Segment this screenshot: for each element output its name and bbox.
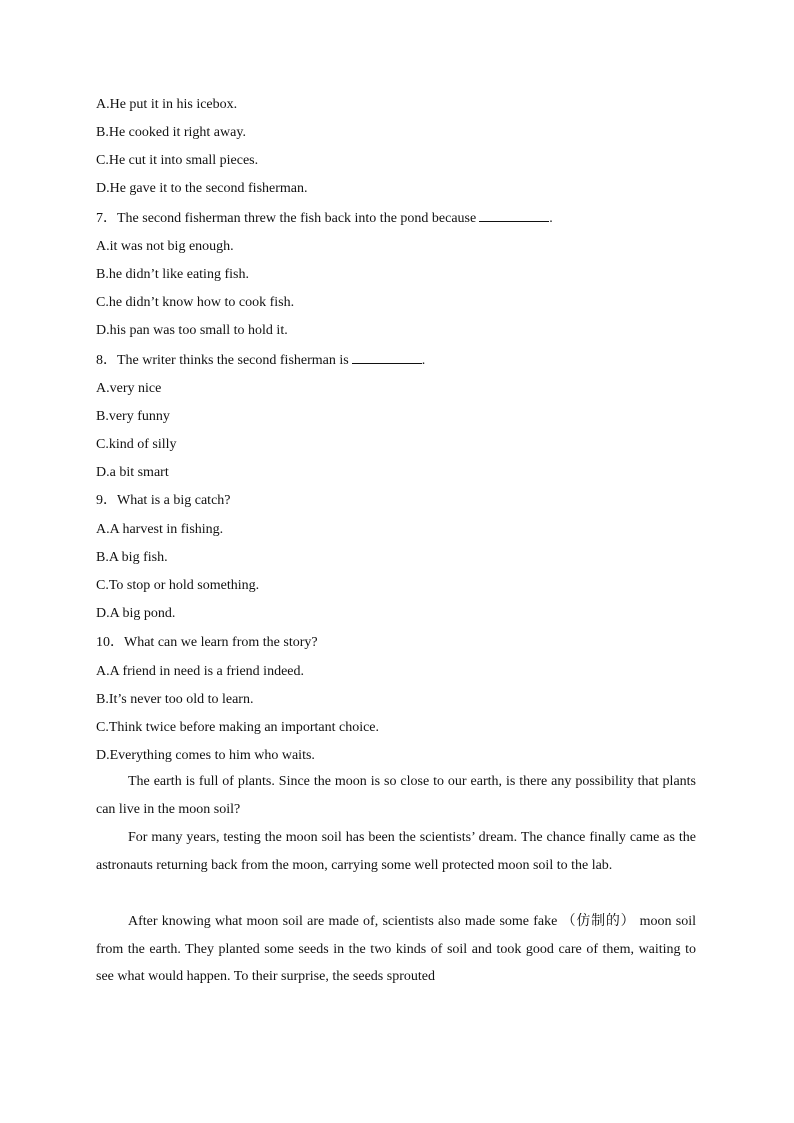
q9-option-b: B.A big fish. bbox=[96, 550, 168, 565]
q9-stem: 9．What is a big catch? bbox=[96, 493, 231, 508]
q7-option-d: D.his pan was too small to hold it. bbox=[96, 323, 288, 338]
q10-option-b: B.It’s never too old to learn. bbox=[96, 692, 254, 707]
q9-option-a: A.A harvest in fishing. bbox=[96, 522, 224, 537]
passage-paragraph-1 bbox=[96, 768, 696, 823]
q6-option-c: C.He cut it into small pieces. bbox=[96, 153, 259, 168]
q7-option-c: C.he didn’t know how to cook fish. bbox=[96, 295, 295, 310]
q8-option-d: D.a bit smart bbox=[96, 465, 169, 480]
passage-paragraph-2-text: For many years, testing the moon soil has been the scientists’ dream. The chance finally came as the astronauts returning back from the moon, carrying some well protected moon soil to the lab. bbox=[96, 830, 696, 873]
q8-stem bbox=[96, 351, 425, 370]
q10-option-a: A.A friend in need is a friend indeed. bbox=[96, 664, 304, 679]
q6-option-b: B.He cooked it right away. bbox=[96, 125, 246, 140]
q7-option-a: A.it was not big enough. bbox=[96, 239, 234, 254]
q8-option-c: C.kind of silly bbox=[96, 437, 177, 452]
passage-paragraph-2 bbox=[96, 824, 696, 879]
q6-option-a: A.He put it in his icebox. bbox=[96, 97, 238, 112]
passage-paragraph-1-text: The earth is full of plants. Since the moon is so close to our earth, is there any possibility that plants can live in the moon soil? bbox=[96, 774, 696, 817]
q7-stem bbox=[96, 209, 553, 228]
q8-option-b: B.very funny bbox=[96, 409, 170, 424]
q7-answer-blank bbox=[479, 209, 549, 222]
passage-paragraph-3-text: After knowing what moon soil are made of, scientists also made some fake （仿制的） moon soil from the earth. They planted some seeds in the two kinds of soil and took good care of them, waiting to see what would happen. To their surprise, the seeds sprouted bbox=[96, 914, 696, 984]
q6-option-d: D.He gave it to the second fisherman. bbox=[96, 181, 308, 196]
q9-option-c: C.To stop or hold something. bbox=[96, 578, 260, 593]
q8-stem-end: . bbox=[421, 353, 426, 368]
q7-option-b: B.he didn’t like eating fish. bbox=[96, 267, 249, 282]
q10-option-d: D.Everything comes to him who waits. bbox=[96, 748, 315, 763]
q8-option-a: A.very nice bbox=[96, 381, 162, 396]
q10-stem: 10．What can we learn from the story? bbox=[96, 635, 318, 650]
q7-stem-text: 7．The second fisherman threw the fish back into the pond because bbox=[96, 211, 477, 226]
q10-option-c: C.Think twice before making an important choice. bbox=[96, 720, 380, 735]
passage-paragraph-3 bbox=[96, 908, 696, 991]
q8-answer-blank bbox=[352, 351, 422, 364]
q9-option-d: D.A big pond. bbox=[96, 606, 176, 621]
q8-stem-text: 8．The writer thinks the second fisherman is bbox=[96, 353, 349, 368]
q7-stem-end: . bbox=[549, 211, 553, 226]
